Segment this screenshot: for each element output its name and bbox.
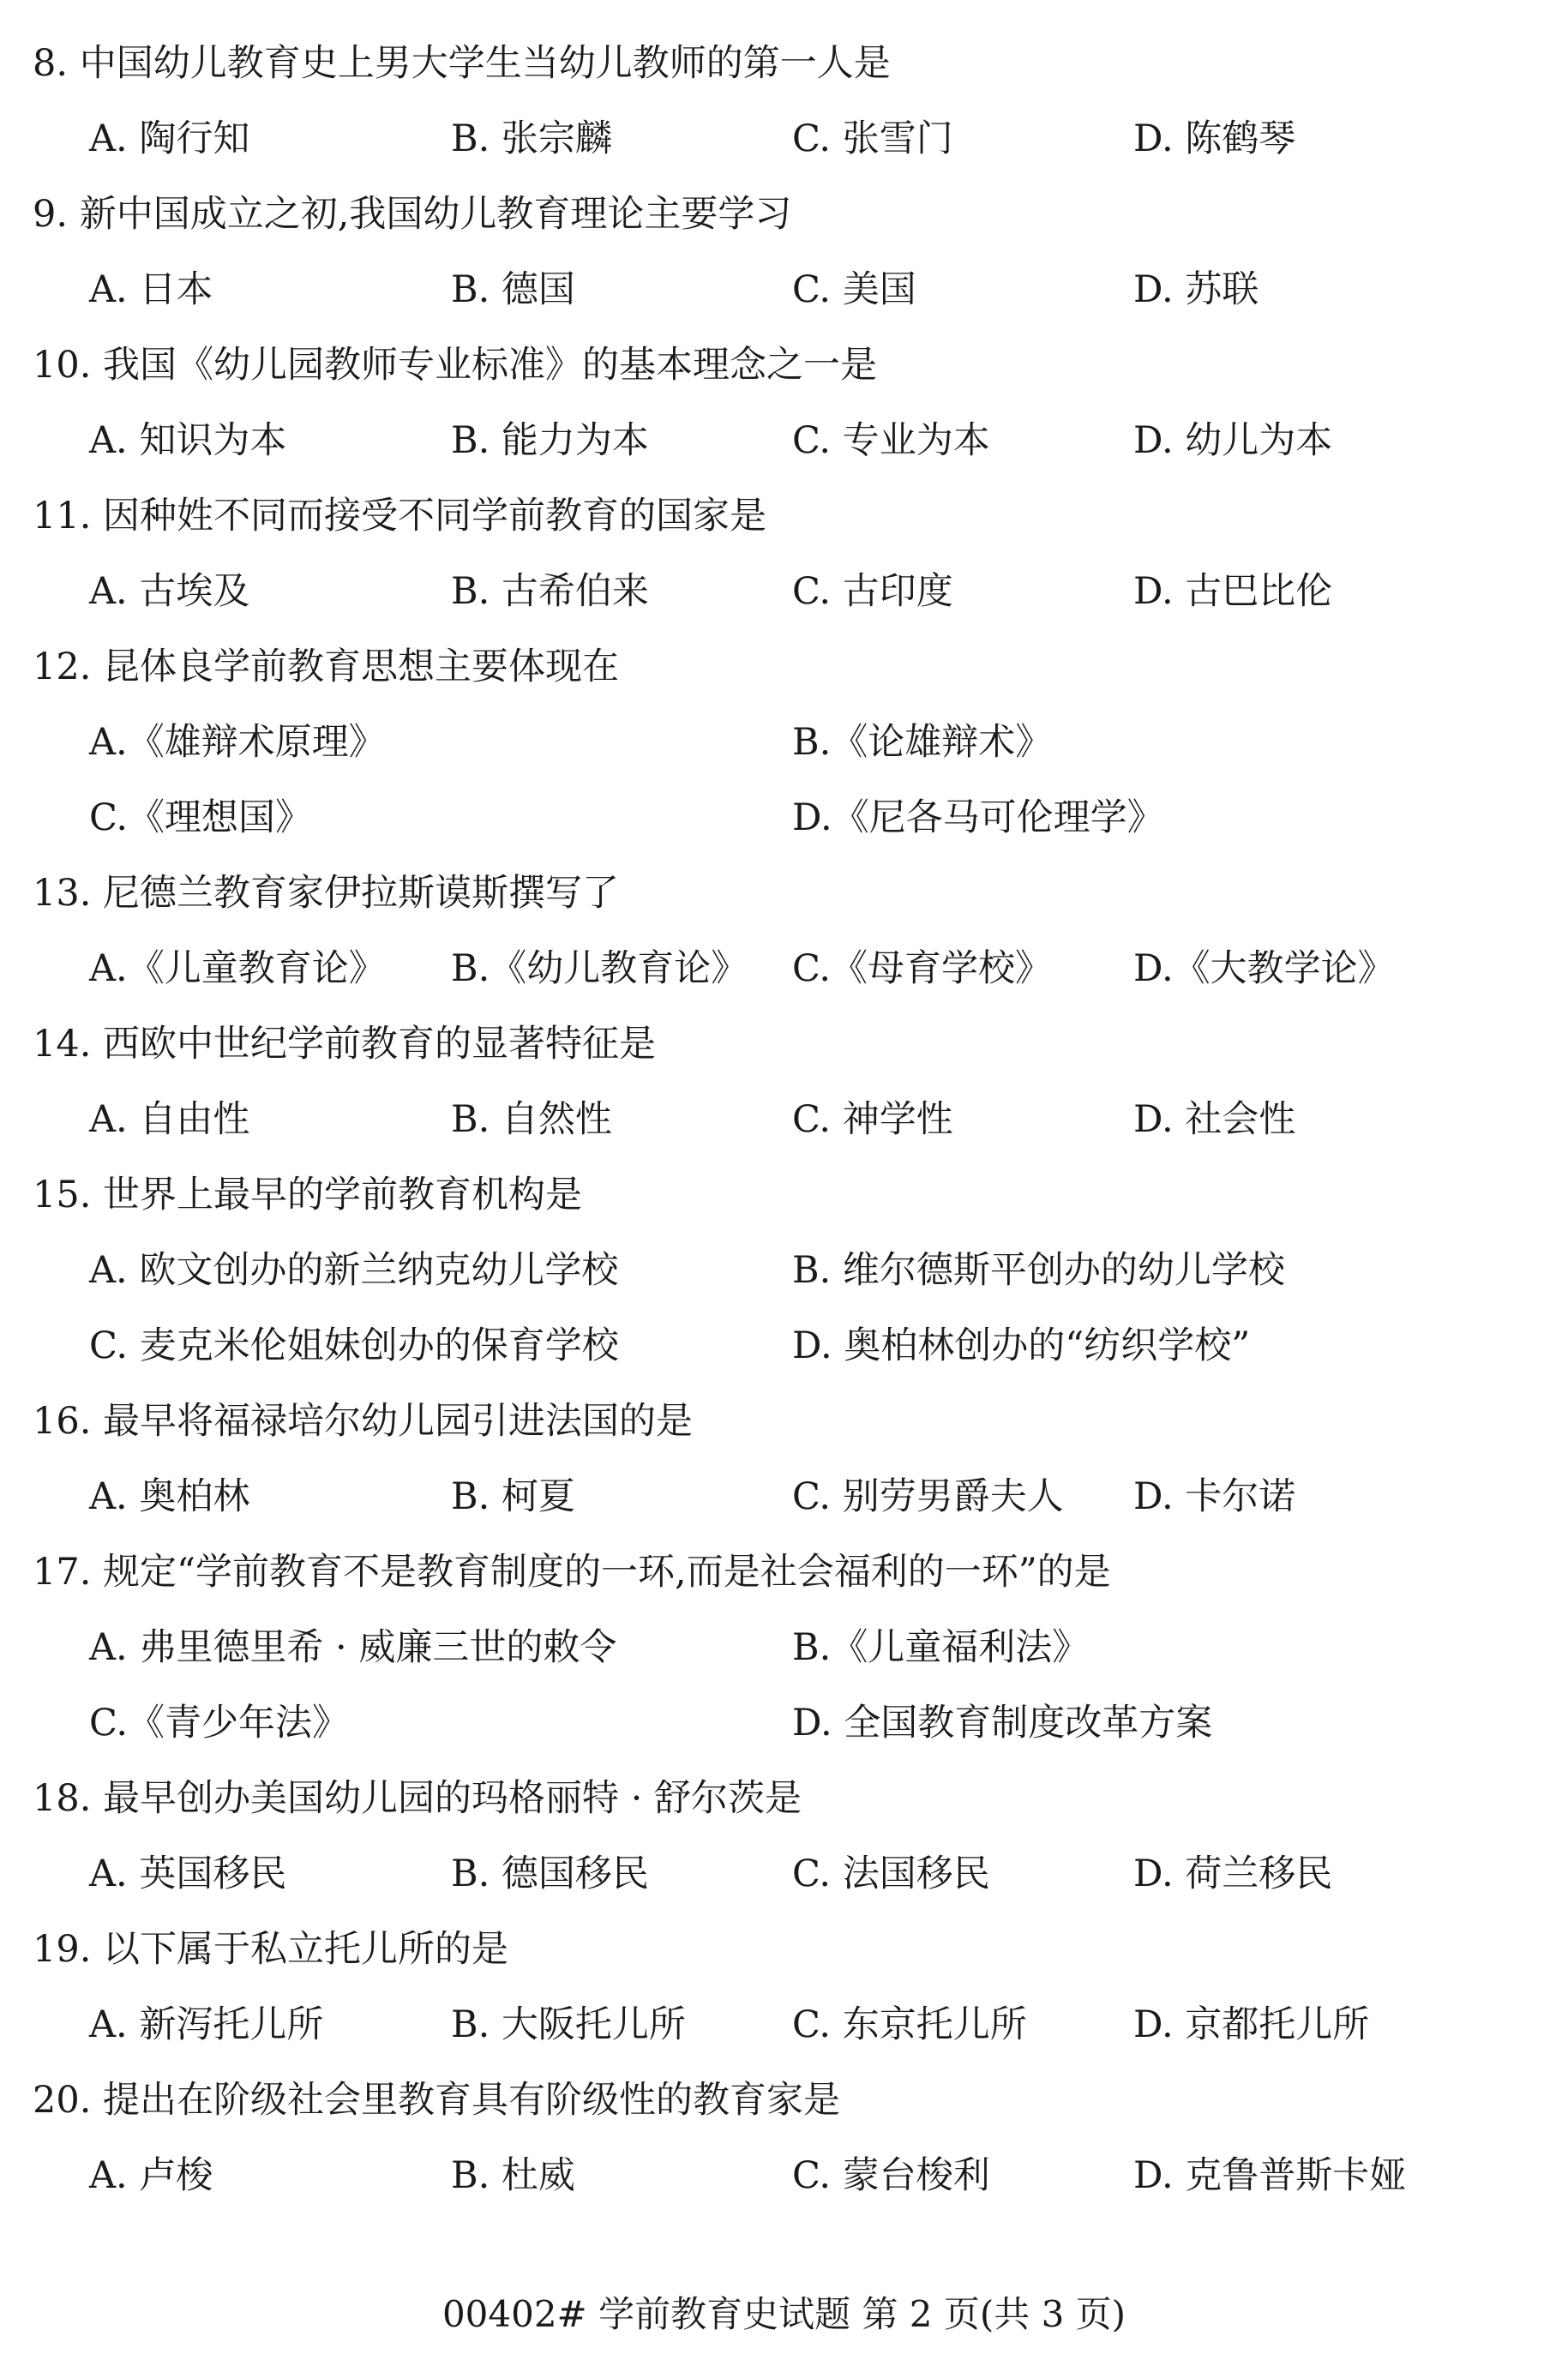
question-block bbox=[33, 177, 1541, 327]
question-block bbox=[33, 629, 1541, 856]
option-row bbox=[33, 101, 1541, 177]
option-row bbox=[33, 1308, 1541, 1384]
question-block bbox=[33, 1384, 1541, 1534]
option-a: A. 陶行知 bbox=[89, 117, 250, 160]
question-block bbox=[33, 2063, 1541, 2213]
question-stem: 9. 新中国成立之初,我国幼儿教育理论主要学习 bbox=[33, 193, 792, 236]
option-row bbox=[33, 1987, 1541, 2063]
option-row bbox=[33, 403, 1541, 478]
option-c: C. 美国 bbox=[792, 268, 916, 311]
question-stem: 15. 世界上最早的学前教育机构是 bbox=[33, 1174, 583, 1216]
option-b: B. 自然性 bbox=[451, 1098, 612, 1141]
option-c: C. 麦克米伦姐妹创办的保育学校 bbox=[89, 1324, 619, 1367]
option-row bbox=[33, 1233, 1541, 1308]
option-row bbox=[33, 705, 1541, 780]
option-d: D. 陈鹤琴 bbox=[1133, 117, 1296, 160]
question-stem: 10. 我国《幼儿园教师专业标准》的基本理念之一是 bbox=[33, 344, 878, 387]
question-block bbox=[33, 1912, 1541, 2063]
option-b: B.《幼儿教育论》 bbox=[451, 947, 748, 990]
option-a: A. 英国移民 bbox=[89, 1853, 287, 1895]
question-block bbox=[33, 26, 1541, 177]
option-a: A. 日本 bbox=[89, 268, 213, 311]
option-row bbox=[33, 1836, 1541, 1912]
option-b: B. 杜威 bbox=[451, 2154, 575, 2197]
option-d: D. 奥柏林创办的“纺织学校” bbox=[792, 1324, 1251, 1367]
question-stem: 14. 西欧中世纪学前教育的显著特征是 bbox=[33, 1023, 657, 1066]
option-b: B. 维尔德斯平创办的幼儿学校 bbox=[792, 1249, 1285, 1292]
option-a: A. 古埃及 bbox=[89, 570, 250, 613]
question-block bbox=[33, 1006, 1541, 1157]
option-c: C. 蒙台梭利 bbox=[792, 2154, 990, 2197]
option-b: B. 张宗麟 bbox=[451, 117, 612, 160]
question-block bbox=[33, 327, 1541, 478]
question-block bbox=[33, 1761, 1541, 1912]
option-row bbox=[33, 931, 1541, 1006]
option-d: D.《大教学论》 bbox=[1133, 947, 1395, 990]
option-d: D. 克鲁普斯卡娅 bbox=[1133, 2154, 1407, 2197]
question-stem: 12. 昆体良学前教育思想主要体现在 bbox=[33, 646, 620, 688]
question-list bbox=[33, 26, 1541, 2213]
option-c: C. 张雪门 bbox=[792, 117, 953, 160]
option-b: B. 德国 bbox=[451, 268, 575, 311]
option-a: A. 欧文创办的新兰纳克幼儿学校 bbox=[89, 1249, 619, 1292]
question-block bbox=[33, 478, 1541, 629]
option-row bbox=[33, 1610, 1541, 1685]
option-c: C.《青少年法》 bbox=[89, 1702, 350, 1744]
option-b: B. 德国移民 bbox=[451, 1853, 649, 1895]
option-b: B.《儿童福利法》 bbox=[792, 1626, 1090, 1669]
option-d: D. 古巴比伦 bbox=[1133, 570, 1333, 613]
option-c: C. 别劳男爵夫人 bbox=[792, 1475, 1064, 1518]
question-stem: 8. 中国幼儿教育史上男大学生当幼儿教师的第一人是 bbox=[33, 42, 891, 85]
option-a: A. 新泻托儿所 bbox=[89, 2003, 324, 2046]
option-b: B. 古希伯来 bbox=[451, 570, 649, 613]
option-b: B. 柯夏 bbox=[451, 1475, 575, 1518]
option-d: D. 京都托儿所 bbox=[1133, 2003, 1370, 2046]
question-block bbox=[33, 1534, 1541, 1761]
page-footer: 00402# 学前教育史试题 第 2 页(共 3 页) bbox=[442, 2293, 1126, 2335]
option-a: A. 弗里德里希 · 威廉三世的敕令 bbox=[89, 1626, 617, 1669]
option-d: D.《尼各马可伦理学》 bbox=[792, 796, 1164, 839]
option-a: A.《儿童教育论》 bbox=[89, 947, 386, 990]
question-stem: 20. 提出在阶级社会里教育具有阶级性的教育家是 bbox=[33, 2079, 841, 2122]
question-stem: 16. 最早将福禄培尔幼儿园引进法国的是 bbox=[33, 1400, 694, 1443]
option-a: A. 奥柏林 bbox=[89, 1475, 250, 1518]
option-row bbox=[33, 1459, 1541, 1534]
option-row bbox=[33, 780, 1541, 856]
option-c: C.《母育学校》 bbox=[792, 947, 1053, 990]
option-row bbox=[33, 554, 1541, 629]
option-b: B. 大阪托儿所 bbox=[451, 2003, 686, 2046]
option-b: B.《论雄辩术》 bbox=[792, 721, 1053, 764]
option-c: C. 专业为本 bbox=[792, 419, 990, 462]
option-c: C. 法国移民 bbox=[792, 1853, 990, 1895]
option-c: C. 东京托儿所 bbox=[792, 2003, 1027, 2046]
option-row bbox=[33, 2138, 1541, 2213]
option-d: D. 苏联 bbox=[1133, 268, 1259, 311]
option-a: A.《雄辩术原理》 bbox=[89, 721, 386, 764]
option-c: C. 神学性 bbox=[792, 1098, 953, 1141]
option-row bbox=[33, 1082, 1541, 1157]
question-stem: 19. 以下属于私立托儿所的是 bbox=[33, 1928, 509, 1971]
option-d: D. 荷兰移民 bbox=[1133, 1853, 1333, 1895]
option-c: C. 古印度 bbox=[792, 570, 953, 613]
option-a: A. 自由性 bbox=[89, 1098, 250, 1141]
question-stem: 18. 最早创办美国幼儿园的玛格丽特 · 舒尔茨是 bbox=[33, 1777, 802, 1820]
option-a: A. 卢梭 bbox=[89, 2154, 213, 2197]
option-b: B. 能力为本 bbox=[451, 419, 649, 462]
question-block bbox=[33, 856, 1541, 1006]
question-stem: 11. 因种姓不同而接受不同学前教育的国家是 bbox=[33, 495, 767, 537]
question-stem: 13. 尼德兰教育家伊拉斯谟斯撰写了 bbox=[33, 872, 620, 915]
question-stem: 17. 规定“学前教育不是教育制度的一环,而是社会福利的一环”的是 bbox=[33, 1551, 1111, 1594]
option-c: C.《理想国》 bbox=[89, 796, 313, 839]
option-d: D. 卡尔诺 bbox=[1133, 1475, 1296, 1518]
option-d: D. 社会性 bbox=[1133, 1098, 1296, 1141]
option-d: D. 全国教育制度改革方案 bbox=[792, 1702, 1213, 1744]
option-a: A. 知识为本 bbox=[89, 419, 287, 462]
question-block bbox=[33, 1157, 1541, 1384]
option-row bbox=[33, 1685, 1541, 1761]
option-d: D. 幼儿为本 bbox=[1133, 419, 1333, 462]
option-row bbox=[33, 252, 1541, 327]
